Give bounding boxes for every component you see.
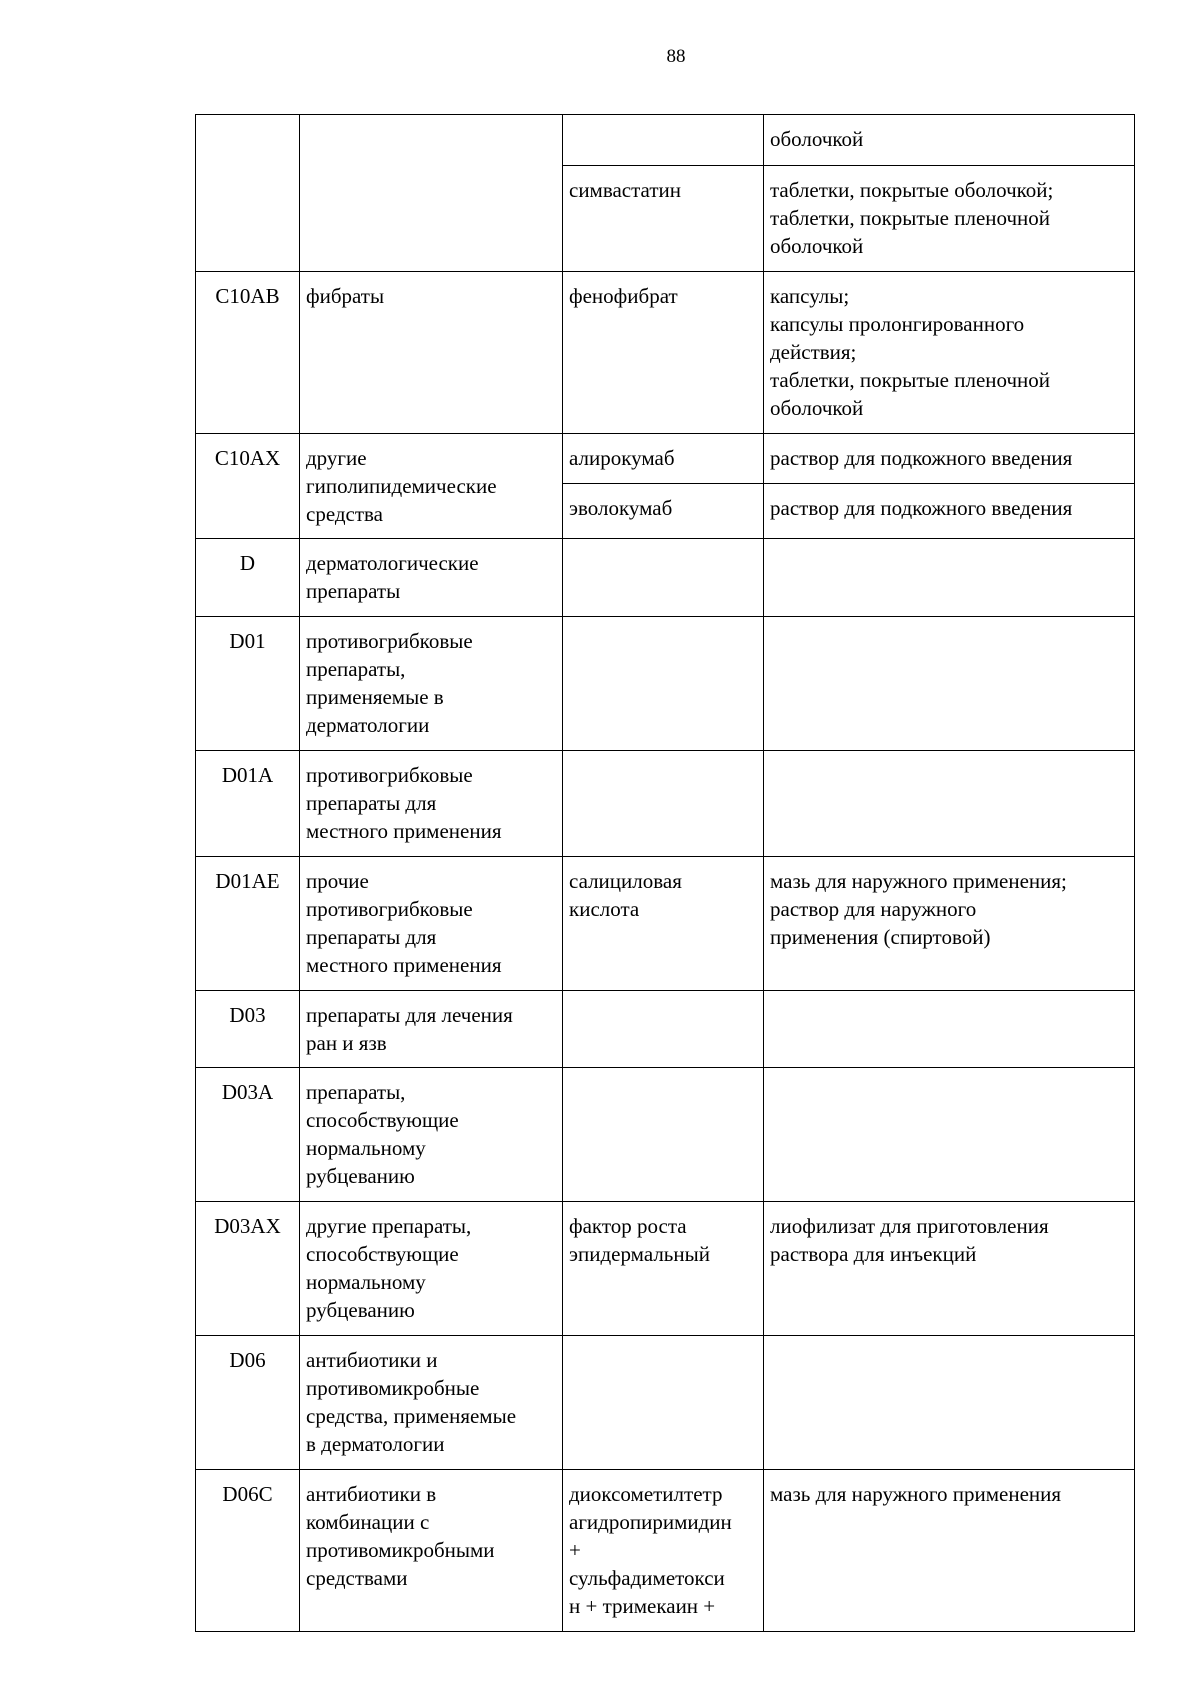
- table-row: [196, 434, 1135, 484]
- atc-code-cell: D03A: [196, 1068, 300, 1202]
- drug-name-cell: [563, 1336, 764, 1470]
- drug-name-cell: [563, 991, 764, 1068]
- drug-name-cell: [563, 1068, 764, 1202]
- dosage-form-cell: капсулы; капсулы пролонгированного действия; таблетки, покрытые пленочной оболочкой: [764, 272, 1135, 434]
- atc-code-cell: D06C: [196, 1470, 300, 1632]
- drug-name-cell: фенофибрат: [563, 272, 764, 434]
- drug-name-cell: фактор роста эпидермальный: [563, 1202, 764, 1336]
- atc-code-cell: [196, 115, 300, 272]
- group-cell: препараты, способствующие нормальному рубцеванию: [300, 1068, 563, 1202]
- table-row: [196, 617, 1135, 751]
- atc-code-cell: D01: [196, 617, 300, 751]
- table-row: [196, 1202, 1135, 1336]
- atc-code-cell: D06: [196, 1336, 300, 1470]
- drug-name-cell: салициловая кислота: [563, 857, 764, 991]
- dosage-form-cell: мазь для наружного применения: [764, 1470, 1135, 1632]
- group-cell: противогрибковые препараты, применяемые в дерматологии: [300, 617, 563, 751]
- drug-name-cell: [563, 539, 764, 617]
- table-row: [196, 115, 1135, 166]
- group-cell: противогрибковые препараты для местного применения: [300, 751, 563, 857]
- atc-code-cell: C10AX: [196, 434, 300, 539]
- dosage-form-cell: [764, 1068, 1135, 1202]
- dosage-form-cell: мазь для наружного применения; раствор для наружного применения (спиртовой): [764, 857, 1135, 991]
- dosage-form-cell: раствор для подкожного введения: [764, 434, 1135, 484]
- table-row: [196, 1470, 1135, 1632]
- atc-code-cell: D03AX: [196, 1202, 300, 1336]
- group-cell: другие гиполипидемические средства: [300, 434, 563, 539]
- group-cell: дерматологические препараты: [300, 539, 563, 617]
- drug-name-cell: [563, 751, 764, 857]
- dosage-form-cell: [764, 1336, 1135, 1470]
- dosage-form-cell: [764, 539, 1135, 617]
- table-row: [196, 1336, 1135, 1470]
- group-cell: фибраты: [300, 272, 563, 434]
- atc-code-cell: D03: [196, 991, 300, 1068]
- group-cell: антибиотики в комбинации с противомикробными средствами: [300, 1470, 563, 1632]
- drug-name-cell: [563, 115, 764, 166]
- table-row: [196, 751, 1135, 857]
- atc-code-cell: D01A: [196, 751, 300, 857]
- drug-name-cell: симвастатин: [563, 166, 764, 272]
- atc-code-cell: D01AE: [196, 857, 300, 991]
- table-row: [196, 1068, 1135, 1202]
- group-cell: прочие противогрибковые препараты для местного применения: [300, 857, 563, 991]
- dosage-form-cell: [764, 751, 1135, 857]
- table-row: [196, 991, 1135, 1068]
- dosage-form-cell: раствор для подкожного введения: [764, 484, 1135, 539]
- group-cell: другие препараты, способствующие нормальному рубцеванию: [300, 1202, 563, 1336]
- group-cell: [300, 115, 563, 272]
- table-row: [196, 857, 1135, 991]
- table-row: [196, 272, 1135, 434]
- group-cell: препараты для лечения ран и язв: [300, 991, 563, 1068]
- dosage-form-cell: таблетки, покрытые оболочкой; таблетки, покрытые пленочной оболочкой: [764, 166, 1135, 272]
- dosage-form-cell: [764, 991, 1135, 1068]
- drug-name-cell: эволокумаб: [563, 484, 764, 539]
- table-row: [196, 539, 1135, 617]
- page-number: 88: [666, 46, 686, 67]
- dosage-form-cell: [764, 617, 1135, 751]
- drug-name-cell: алирокумаб: [563, 434, 764, 484]
- group-cell: антибиотики и противомикробные средства, применяемые в дерматологии: [300, 1336, 563, 1470]
- drug-name-cell: [563, 617, 764, 751]
- atc-code-cell: C10AB: [196, 272, 300, 434]
- drug-name-cell: диоксометилтетр агидропиримидин + сульфадиметокси н + тримекаин +: [563, 1470, 764, 1632]
- atc-code-cell: D: [196, 539, 300, 617]
- drug-table: [195, 114, 1135, 1632]
- dosage-form-cell: лиофилизат для приготовления раствора для инъекций: [764, 1202, 1135, 1336]
- dosage-form-cell: оболочкой: [764, 115, 1135, 166]
